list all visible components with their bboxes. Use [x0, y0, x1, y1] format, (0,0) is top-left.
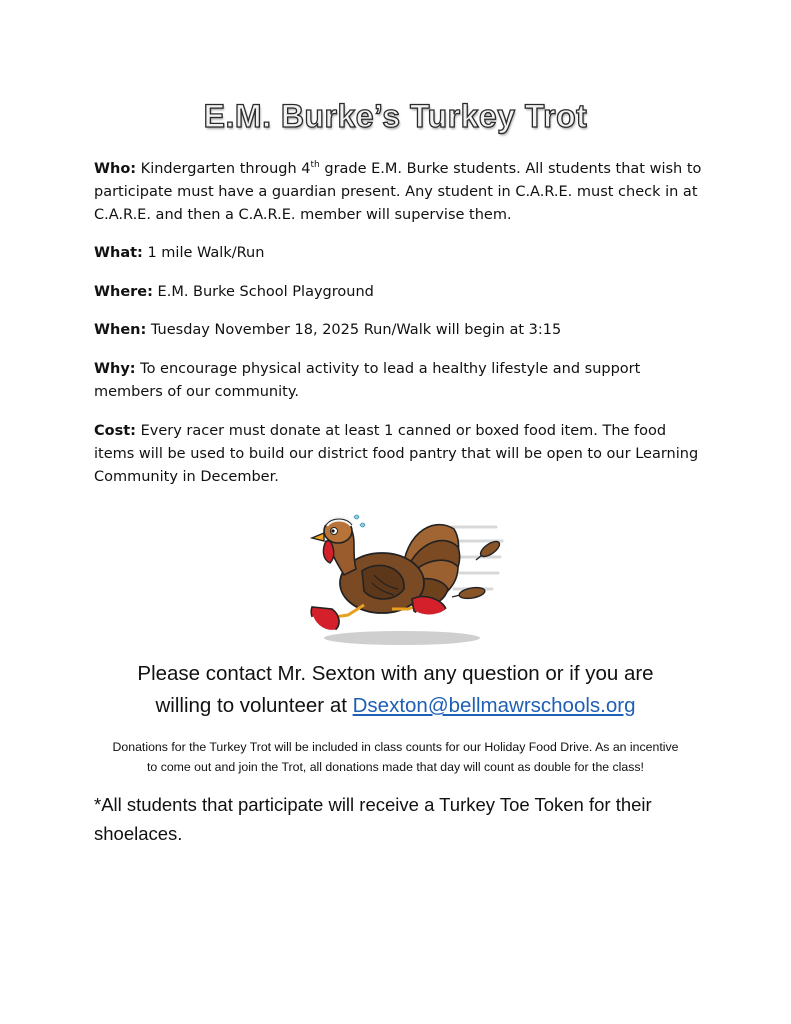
turkey-toe-token-note: *All students that participate will receive a Turkey Toe Token for their shoelaces.: [94, 794, 652, 844]
what-section: [94, 242, 704, 265]
who-text-b: grade E.M. Burke students. All students that wish to participate must have a guardian present. Any student in C.A.R.E. must check in at C.A.R.E. and then a C.A.R.E. member will supervise them.: [94, 161, 702, 223]
who-section: [94, 158, 704, 227]
donations-line-1: Donations for the Turkey Trot will be included in class counts for our Holiday Food Drive. As an incentive: [112, 740, 679, 754]
left-sneaker: [311, 607, 339, 631]
contact-line-2: [40, 690, 751, 722]
where-label: Where:: [94, 284, 153, 300]
turkey-shadow: [324, 631, 480, 645]
cost-text: Every racer must donate at least 1 canned or boxed food item. The food items will be used to build our district food pantry that will be open to our Learning Community in December.: [94, 423, 699, 485]
why-text: To encourage physical activity to lead a healthy lifestyle and support members of our community.: [94, 361, 641, 400]
contact-prefix: willing to volunteer at: [155, 694, 353, 717]
donations-line-2: to come out and join the Trot, all donations made that day will count as double for the class!: [147, 760, 644, 774]
when-section: [94, 319, 704, 342]
where-text: E.M. Burke School Playground: [152, 284, 374, 300]
who-text-a: Kindergarten through 4: [136, 161, 311, 177]
who-superscript: th: [310, 160, 320, 171]
email-link[interactable]: Dsexton@bellmawrschools.org: [352, 694, 636, 717]
running-turkey-illustration: [282, 505, 508, 650]
what-text: 1 mile Walk/Run: [142, 245, 265, 261]
turkey-beak: [312, 533, 324, 541]
cost-section: [94, 420, 704, 489]
why-section: [94, 358, 704, 404]
why-label: Why:: [94, 361, 136, 377]
donations-note: [60, 737, 731, 777]
page-title: E.M. Burke’s Turkey Trot: [203, 98, 588, 134]
contact-line-1: Please contact Mr. Sexton with any question or if you are: [137, 662, 654, 685]
turkey-wattle: [323, 541, 333, 563]
sweat-drops: [354, 515, 365, 527]
who-label: Who:: [94, 161, 137, 177]
when-label: When:: [94, 322, 147, 338]
cost-label: Cost:: [94, 423, 136, 439]
what-label: What:: [94, 245, 143, 261]
when-text: Tuesday November 18, 2025 Run/Walk will begin at 3:15: [146, 322, 562, 338]
where-section: [94, 281, 704, 304]
